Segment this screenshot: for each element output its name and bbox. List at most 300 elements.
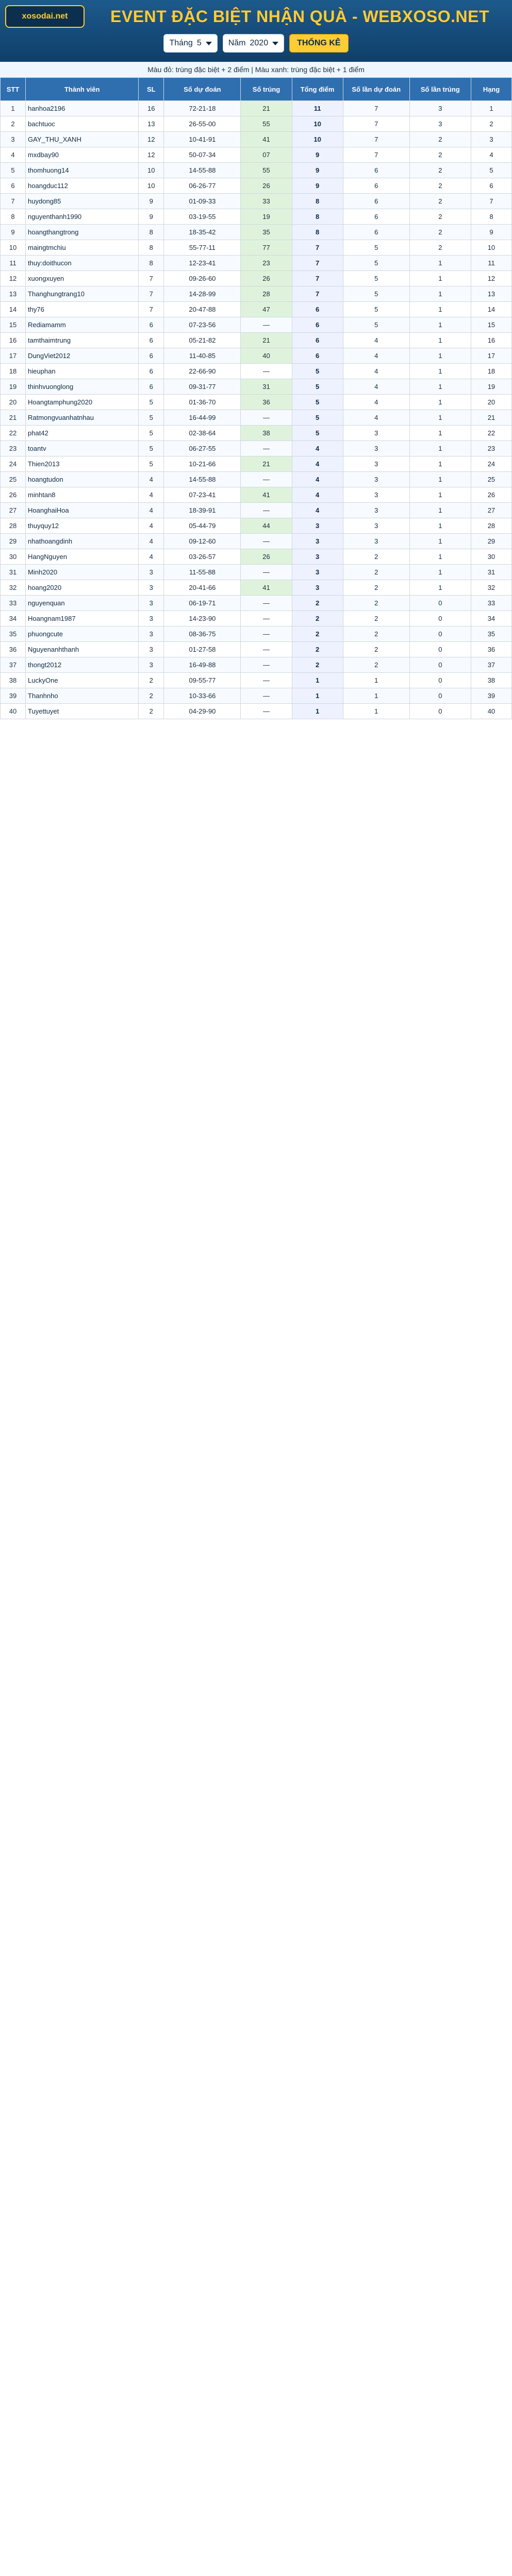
- row-points: 2: [292, 626, 343, 642]
- row-member: Thanhnho: [26, 688, 139, 704]
- row-predictions: 09-12-60: [164, 534, 241, 549]
- row-tries: 5: [343, 256, 409, 271]
- table-row: [1, 565, 512, 580]
- row-rank: 12: [471, 271, 511, 286]
- row-tries: 5: [343, 317, 409, 333]
- row-predictions: 10-41-91: [164, 132, 241, 147]
- row-tries: 2: [343, 657, 409, 673]
- row-sl: 3: [139, 565, 164, 580]
- row-member: tamthaimtrung: [26, 333, 139, 348]
- row-rank: 20: [471, 395, 511, 410]
- row-predictions: 09-55-77: [164, 673, 241, 688]
- col-sl: SL: [139, 78, 164, 101]
- row-wins: 0: [409, 657, 471, 673]
- row-points: 3: [292, 565, 343, 580]
- row-sl: 3: [139, 657, 164, 673]
- row-sl: 3: [139, 626, 164, 642]
- row-member: hanhoa2196: [26, 101, 139, 116]
- row-hit: 21: [241, 333, 292, 348]
- row-predictions: 20-47-88: [164, 302, 241, 317]
- row-member: thy76: [26, 302, 139, 317]
- row-tries: 6: [343, 209, 409, 225]
- row-stt: 39: [1, 688, 26, 704]
- row-hit: —: [241, 642, 292, 657]
- row-predictions: 12-23-41: [164, 256, 241, 271]
- row-wins: 2: [409, 209, 471, 225]
- row-stt: 29: [1, 534, 26, 549]
- row-rank: 34: [471, 611, 511, 626]
- row-predictions: 10-33-66: [164, 688, 241, 704]
- row-tries: 2: [343, 580, 409, 596]
- table-row: [1, 518, 512, 534]
- row-member: bachtuoc: [26, 116, 139, 132]
- row-stt: 11: [1, 256, 26, 271]
- table-row: [1, 704, 512, 719]
- row-predictions: 07-23-56: [164, 317, 241, 333]
- row-hit: 26: [241, 178, 292, 194]
- row-sl: 2: [139, 673, 164, 688]
- table-row: [1, 271, 512, 286]
- row-rank: 35: [471, 626, 511, 642]
- year-value: 2020: [250, 39, 269, 47]
- row-predictions: 72-21-18: [164, 101, 241, 116]
- row-member: xuongxuyen: [26, 271, 139, 286]
- row-wins: 2: [409, 194, 471, 209]
- row-hit: 41: [241, 580, 292, 596]
- row-member: hoang2020: [26, 580, 139, 596]
- row-sl: 12: [139, 147, 164, 163]
- row-member: HangNguyen: [26, 549, 139, 565]
- row-stt: 35: [1, 626, 26, 642]
- row-hit: 77: [241, 240, 292, 256]
- row-sl: 10: [139, 163, 164, 178]
- row-points: 2: [292, 642, 343, 657]
- row-tries: 1: [343, 688, 409, 704]
- row-member: Minh2020: [26, 565, 139, 580]
- table-head: [1, 78, 512, 101]
- row-hit: 36: [241, 395, 292, 410]
- col-stt: STT: [1, 78, 26, 101]
- table-row: [1, 596, 512, 611]
- row-hit: 35: [241, 225, 292, 240]
- row-predictions: 01-09-33: [164, 194, 241, 209]
- filters-bar: [0, 34, 512, 53]
- row-tries: 2: [343, 626, 409, 642]
- month-label: Tháng: [169, 39, 193, 47]
- row-member: nguyenquan: [26, 596, 139, 611]
- row-points: 7: [292, 271, 343, 286]
- row-hit: 38: [241, 426, 292, 441]
- site-logo[interactable]: [5, 5, 85, 28]
- row-hit: —: [241, 534, 292, 549]
- row-tries: 6: [343, 194, 409, 209]
- row-tries: 3: [343, 426, 409, 441]
- row-predictions: 55-77-11: [164, 240, 241, 256]
- table-row: [1, 364, 512, 379]
- row-predictions: 09-31-77: [164, 379, 241, 395]
- table-row: [1, 472, 512, 487]
- row-hit: 55: [241, 163, 292, 178]
- row-member: Ratmongvuanhatnhau: [26, 410, 139, 426]
- row-wins: 1: [409, 302, 471, 317]
- row-predictions: 26-55-00: [164, 116, 241, 132]
- row-member: phat42: [26, 426, 139, 441]
- row-rank: 39: [471, 688, 511, 704]
- row-tries: 7: [343, 132, 409, 147]
- row-member: minhtan8: [26, 487, 139, 503]
- row-rank: 15: [471, 317, 511, 333]
- row-hit: —: [241, 657, 292, 673]
- row-sl: 6: [139, 317, 164, 333]
- row-rank: 40: [471, 704, 511, 719]
- row-member: phuongcute: [26, 626, 139, 642]
- row-rank: 13: [471, 286, 511, 302]
- row-tries: 5: [343, 302, 409, 317]
- col-member: Thành viên: [26, 78, 139, 101]
- row-stt: 2: [1, 116, 26, 132]
- row-hit: —: [241, 596, 292, 611]
- row-points: 4: [292, 456, 343, 472]
- table-body: [1, 101, 512, 719]
- table-row: [1, 194, 512, 209]
- row-wins: 0: [409, 642, 471, 657]
- row-tries: 4: [343, 333, 409, 348]
- legend-note: Màu đỏ: trùng đặc biệt + 2 điểm | Màu xanh: trùng đặc biệt + 1 điểm: [0, 62, 512, 78]
- row-member: Thien2013: [26, 456, 139, 472]
- table-row: [1, 395, 512, 410]
- row-points: 5: [292, 426, 343, 441]
- row-stt: 12: [1, 271, 26, 286]
- row-stt: 24: [1, 456, 26, 472]
- row-predictions: 05-21-82: [164, 333, 241, 348]
- row-rank: 7: [471, 194, 511, 209]
- row-rank: 14: [471, 302, 511, 317]
- table-row: [1, 256, 512, 271]
- row-stt: 40: [1, 704, 26, 719]
- row-wins: 1: [409, 395, 471, 410]
- row-hit: 41: [241, 132, 292, 147]
- row-sl: 9: [139, 209, 164, 225]
- row-sl: 10: [139, 178, 164, 194]
- row-points: 7: [292, 286, 343, 302]
- results-table-wrap: [0, 77, 512, 719]
- row-sl: 3: [139, 580, 164, 596]
- row-sl: 3: [139, 611, 164, 626]
- row-predictions: 50-07-34: [164, 147, 241, 163]
- row-points: 6: [292, 333, 343, 348]
- table-row: [1, 209, 512, 225]
- row-wins: 1: [409, 256, 471, 271]
- row-member: hoangtudon: [26, 472, 139, 487]
- row-wins: 1: [409, 487, 471, 503]
- row-wins: 1: [409, 410, 471, 426]
- row-wins: 0: [409, 704, 471, 719]
- row-member: Hoangtamphung2020: [26, 395, 139, 410]
- row-points: 8: [292, 225, 343, 240]
- table-row: [1, 642, 512, 657]
- row-stt: 25: [1, 472, 26, 487]
- row-hit: —: [241, 364, 292, 379]
- row-member: Rediamamm: [26, 317, 139, 333]
- row-member: GAY_THU_XANH: [26, 132, 139, 147]
- row-tries: 5: [343, 286, 409, 302]
- chevron-down-icon: [206, 42, 212, 45]
- table-row: [1, 348, 512, 364]
- row-stt: 13: [1, 286, 26, 302]
- row-wins: 1: [409, 518, 471, 534]
- row-wins: 1: [409, 271, 471, 286]
- row-points: 6: [292, 302, 343, 317]
- row-hit: 44: [241, 518, 292, 534]
- row-sl: 8: [139, 256, 164, 271]
- row-rank: 3: [471, 132, 511, 147]
- row-predictions: 07-23-41: [164, 487, 241, 503]
- row-sl: 13: [139, 116, 164, 132]
- row-predictions: 01-36-70: [164, 395, 241, 410]
- row-rank: 28: [471, 518, 511, 534]
- row-stt: 32: [1, 580, 26, 596]
- row-points: 3: [292, 580, 343, 596]
- col-hit: Số trúng: [241, 78, 292, 101]
- row-rank: 18: [471, 364, 511, 379]
- row-tries: 1: [343, 673, 409, 688]
- row-hit: 21: [241, 456, 292, 472]
- row-points: 1: [292, 688, 343, 704]
- row-rank: 25: [471, 472, 511, 487]
- stats-button[interactable]: THỐNG KÊ: [289, 34, 348, 53]
- row-stt: 17: [1, 348, 26, 364]
- row-points: 10: [292, 116, 343, 132]
- row-sl: 3: [139, 596, 164, 611]
- row-member: Nguyenanhthanh: [26, 642, 139, 657]
- row-tries: 4: [343, 364, 409, 379]
- row-hit: —: [241, 472, 292, 487]
- table-header-row: [1, 78, 512, 101]
- row-hit: —: [241, 673, 292, 688]
- table-row: [1, 147, 512, 163]
- row-stt: 6: [1, 178, 26, 194]
- row-rank: 6: [471, 178, 511, 194]
- table-row: [1, 317, 512, 333]
- table-row: [1, 441, 512, 456]
- row-stt: 16: [1, 333, 26, 348]
- row-stt: 3: [1, 132, 26, 147]
- row-hit: —: [241, 565, 292, 580]
- row-predictions: 01-27-58: [164, 642, 241, 657]
- row-rank: 36: [471, 642, 511, 657]
- row-tries: 3: [343, 456, 409, 472]
- row-stt: 8: [1, 209, 26, 225]
- row-predictions: 03-26-57: [164, 549, 241, 565]
- row-predictions: 10-21-66: [164, 456, 241, 472]
- row-wins: 3: [409, 116, 471, 132]
- row-rank: 29: [471, 534, 511, 549]
- row-stt: 27: [1, 503, 26, 518]
- row-member: DungViet2012: [26, 348, 139, 364]
- row-tries: 2: [343, 565, 409, 580]
- row-predictions: 08-36-75: [164, 626, 241, 642]
- row-predictions: 11-40-85: [164, 348, 241, 364]
- row-tries: 1: [343, 704, 409, 719]
- row-stt: 5: [1, 163, 26, 178]
- row-stt: 20: [1, 395, 26, 410]
- row-wins: 1: [409, 348, 471, 364]
- row-wins: 0: [409, 688, 471, 704]
- row-predictions: 05-44-79: [164, 518, 241, 534]
- row-hit: —: [241, 441, 292, 456]
- row-points: 8: [292, 209, 343, 225]
- row-hit: 31: [241, 379, 292, 395]
- row-tries: 5: [343, 271, 409, 286]
- row-stt: 22: [1, 426, 26, 441]
- row-wins: 0: [409, 611, 471, 626]
- row-wins: 1: [409, 379, 471, 395]
- row-sl: 3: [139, 642, 164, 657]
- row-wins: 1: [409, 534, 471, 549]
- row-stt: 30: [1, 549, 26, 565]
- row-predictions: 06-27-55: [164, 441, 241, 456]
- row-predictions: 09-26-60: [164, 271, 241, 286]
- row-wins: 0: [409, 596, 471, 611]
- row-points: 3: [292, 534, 343, 549]
- row-tries: 3: [343, 441, 409, 456]
- row-sl: 6: [139, 379, 164, 395]
- row-sl: 4: [139, 503, 164, 518]
- row-rank: 8: [471, 209, 511, 225]
- row-sl: 4: [139, 518, 164, 534]
- results-table: [0, 77, 512, 719]
- row-sl: 5: [139, 410, 164, 426]
- row-wins: 1: [409, 426, 471, 441]
- year-select[interactable]: [223, 34, 284, 53]
- row-sl: 8: [139, 240, 164, 256]
- row-predictions: 11-55-88: [164, 565, 241, 580]
- row-tries: 3: [343, 534, 409, 549]
- table-row: [1, 116, 512, 132]
- row-points: 3: [292, 518, 343, 534]
- row-sl: 16: [139, 101, 164, 116]
- row-sl: 4: [139, 549, 164, 565]
- row-tries: 7: [343, 116, 409, 132]
- col-rank: Hạng: [471, 78, 511, 101]
- row-points: 8: [292, 194, 343, 209]
- row-tries: 3: [343, 487, 409, 503]
- table-row: [1, 379, 512, 395]
- row-rank: 9: [471, 225, 511, 240]
- row-points: 7: [292, 256, 343, 271]
- row-rank: 21: [471, 410, 511, 426]
- row-hit: 26: [241, 549, 292, 565]
- row-predictions: 14-28-99: [164, 286, 241, 302]
- row-points: 9: [292, 178, 343, 194]
- row-wins: 1: [409, 503, 471, 518]
- row-wins: 2: [409, 147, 471, 163]
- row-wins: 2: [409, 240, 471, 256]
- row-member: thuy:doithucon: [26, 256, 139, 271]
- table-row: [1, 503, 512, 518]
- row-sl: 9: [139, 194, 164, 209]
- row-sl: 2: [139, 704, 164, 719]
- row-sl: 5: [139, 441, 164, 456]
- row-sl: 7: [139, 302, 164, 317]
- table-row: [1, 286, 512, 302]
- row-rank: 5: [471, 163, 511, 178]
- row-member: huydong85: [26, 194, 139, 209]
- row-points: 1: [292, 673, 343, 688]
- row-member: toantv: [26, 441, 139, 456]
- table-row: [1, 163, 512, 178]
- row-rank: 16: [471, 333, 511, 348]
- row-points: 5: [292, 379, 343, 395]
- row-predictions: 18-35-42: [164, 225, 241, 240]
- table-row: [1, 410, 512, 426]
- month-select[interactable]: [163, 34, 217, 53]
- row-rank: 4: [471, 147, 511, 163]
- col-predictions: Số dự đoán: [164, 78, 241, 101]
- row-sl: 4: [139, 534, 164, 549]
- row-member: maingtmchiu: [26, 240, 139, 256]
- row-stt: 37: [1, 657, 26, 673]
- row-member: thongt2012: [26, 657, 139, 673]
- row-stt: 28: [1, 518, 26, 534]
- row-sl: 5: [139, 456, 164, 472]
- row-predictions: 03-19-55: [164, 209, 241, 225]
- row-member: thinhvuonglong: [26, 379, 139, 395]
- logo-text: xosodai.net: [22, 12, 68, 21]
- row-member: Hoangnam1987: [26, 611, 139, 626]
- row-wins: 2: [409, 163, 471, 178]
- row-member: nhathoangdinh: [26, 534, 139, 549]
- row-hit: 28: [241, 286, 292, 302]
- row-rank: 38: [471, 673, 511, 688]
- row-stt: 33: [1, 596, 26, 611]
- row-hit: 33: [241, 194, 292, 209]
- row-predictions: 14-23-90: [164, 611, 241, 626]
- row-rank: 30: [471, 549, 511, 565]
- row-tries: 2: [343, 549, 409, 565]
- row-points: 10: [292, 132, 343, 147]
- row-predictions: 22-66-90: [164, 364, 241, 379]
- row-rank: 32: [471, 580, 511, 596]
- table-row: [1, 626, 512, 642]
- row-tries: 6: [343, 178, 409, 194]
- row-predictions: 02-38-64: [164, 426, 241, 441]
- row-tries: 2: [343, 642, 409, 657]
- row-wins: 0: [409, 673, 471, 688]
- row-rank: 37: [471, 657, 511, 673]
- row-wins: 1: [409, 333, 471, 348]
- chevron-down-icon: [272, 42, 278, 45]
- row-sl: 7: [139, 286, 164, 302]
- row-predictions: 20-41-66: [164, 580, 241, 596]
- row-member: LuckyOne: [26, 673, 139, 688]
- row-rank: 17: [471, 348, 511, 364]
- page-title: EVENT ĐẶC BIỆT NHẬN QUÀ - WEBXOSO.NET: [110, 7, 489, 26]
- row-tries: 6: [343, 225, 409, 240]
- row-sl: 4: [139, 472, 164, 487]
- row-tries: 5: [343, 240, 409, 256]
- row-wins: 1: [409, 441, 471, 456]
- table-row: [1, 302, 512, 317]
- row-member: nguyenthanh1990: [26, 209, 139, 225]
- row-hit: 55: [241, 116, 292, 132]
- row-predictions: 18-39-91: [164, 503, 241, 518]
- row-hit: —: [241, 688, 292, 704]
- row-hit: 47: [241, 302, 292, 317]
- row-hit: —: [241, 611, 292, 626]
- row-stt: 14: [1, 302, 26, 317]
- row-stt: 10: [1, 240, 26, 256]
